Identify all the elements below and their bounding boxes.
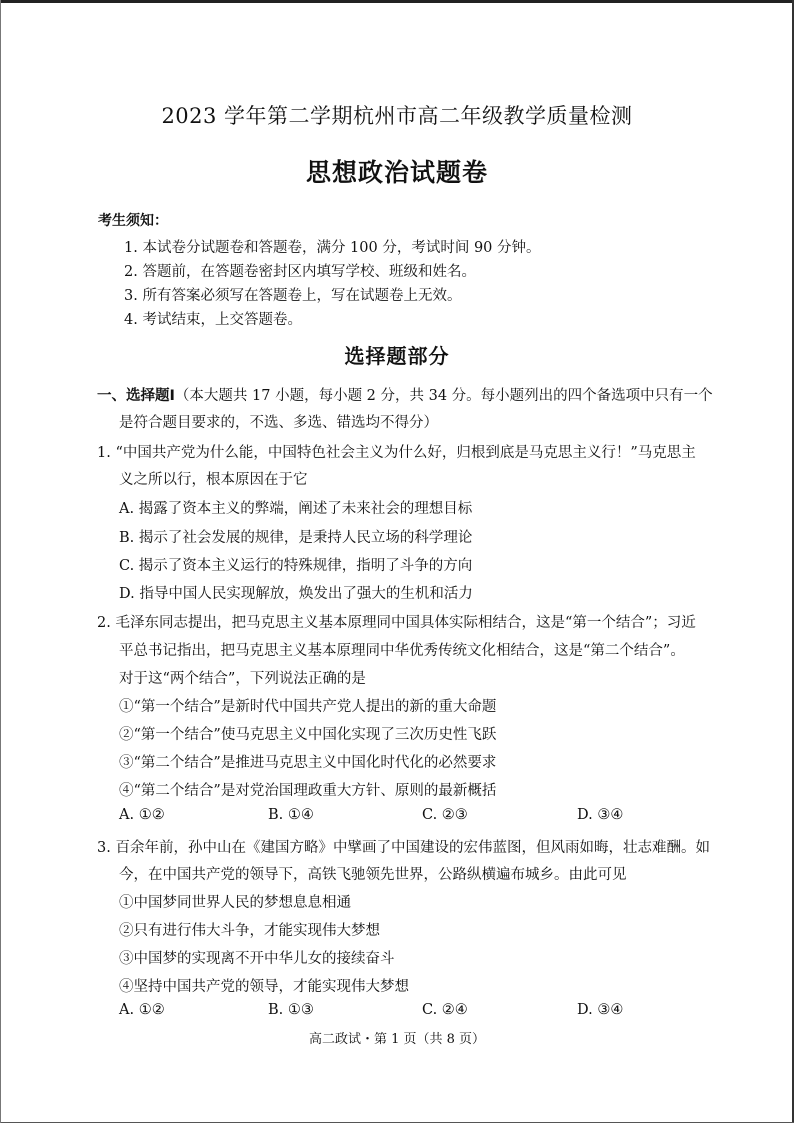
question-3-statement-1: ①中国梦同世界人民的梦想息息相通 — [119, 895, 351, 911]
question-3-choice-b: B. ①③ — [268, 1002, 314, 1018]
notice-title: 考生须知： — [98, 213, 168, 229]
question-2-choice-a: A. ①② — [119, 807, 165, 823]
question-3-choice-a: A. ①② — [119, 1002, 165, 1018]
section-intro — [97, 384, 713, 405]
question-1-option-c: C. 揭示了资本主义运行的特殊规律，指明了斗争的方向 — [119, 558, 473, 574]
question-1-option-d: D. 指导中国人民实现解放，焕发出了强大的生机和活力 — [119, 586, 473, 602]
notice-item-4: 4. 考试结束，上交答题卷。 — [124, 312, 302, 328]
question-2-choice-c: C. ②③ — [422, 807, 468, 823]
question-3-stem-line2: 今，在中国共产党的领导下，高铁飞驰领先世界，公路纵横遍布城乡。由此可见 — [119, 867, 627, 883]
question-1-stem-line1: 1. “中国共产党为什么能，中国特色社会主义为什么好，归根到底是马克思主义行！”马克思主 — [97, 445, 696, 461]
question-2-choice-d: D. ③④ — [577, 807, 624, 823]
section-intro-label: 一、选择题Ⅰ — [97, 388, 175, 404]
question-1-stem-line2: 义之所以行，根本原因在于它 — [119, 472, 308, 488]
page-footer: 高二政试・第 1 页（共 8 页） — [308, 1032, 486, 1047]
question-3-choice-c: C. ②④ — [422, 1002, 468, 1018]
section-intro-line1: （本大题共 17 小题，每小题 2 分，共 34 分。每小题列出的四个备选项中只有一个 — [174, 388, 713, 404]
question-3-statement-2: ②只有进行伟大斗争，才能实现伟大梦想 — [119, 923, 380, 939]
question-1-option-b: B. 揭示了社会发展的规律，是秉持人民立场的科学理论 — [119, 530, 473, 546]
question-2-stem-line2: 平总书记指出，把马克思主义基本原理同中华优秀传统文化相结合，这是“第二个结合”。 — [119, 643, 685, 659]
question-2-stem-line1: 2. 毛泽东同志提出，把马克思主义基本原理同中国具体实际相结合，这是“第一个结合”；习近 — [97, 615, 696, 631]
question-2-statement-3: ③“第二个结合”是推进马克思主义中国化时代化的必然要求 — [119, 755, 497, 771]
notice-item-2: 2. 答题前，在答题卷密封区内填写学校、班级和姓名。 — [124, 264, 476, 280]
section-title: 选择题部分 — [344, 344, 450, 368]
notice-item-3: 3. 所有答案必须写在答题卷上，写在试题卷上无效。 — [124, 288, 462, 304]
question-3-statement-4: ④坚持中国共产党的领导，才能实现伟大梦想 — [119, 979, 409, 995]
question-2-statement-4: ④“第二个结合”是对党治国理政重大方针、原则的最新概括 — [119, 783, 497, 799]
question-2-choice-b: B. ①④ — [268, 807, 314, 823]
question-1-option-a: A. 揭露了资本主义的弊端，阐述了未来社会的理想目标 — [119, 501, 473, 517]
exam-title: 2023 学年第二学期杭州市高二年级教学质量检测 — [161, 104, 633, 128]
exam-subtitle: 思想政治试题卷 — [305, 158, 488, 187]
question-2-statement-2: ②“第一个结合”使马克思主义中国化实现了三次历史性飞跃 — [119, 727, 497, 743]
section-intro-line2: 是符合题目要求的，不选、多选、错选均不得分） — [119, 415, 438, 431]
question-2-statement-1: ①“第一个结合”是新时代中国共产党人提出的新的重大命题 — [119, 699, 497, 715]
scan-edge-top — [0, 0, 794, 3]
question-3-statement-3: ③中国梦的实现离不开中华儿女的接续奋斗 — [119, 951, 395, 967]
question-3-choice-d: D. ③④ — [577, 1002, 624, 1018]
notice-item-1: 1. 本试卷分试题卷和答题卷，满分 100 分，考试时间 90 分钟。 — [124, 240, 541, 256]
question-2-stem-line3: 对于这“两个结合”，下列说法正确的是 — [119, 671, 366, 687]
question-3-stem-line1: 3. 百余年前，孙中山在《建国方略》中擘画了中国建设的宏伟蓝图，但风雨如晦，壮志难酬。如 — [97, 840, 710, 856]
